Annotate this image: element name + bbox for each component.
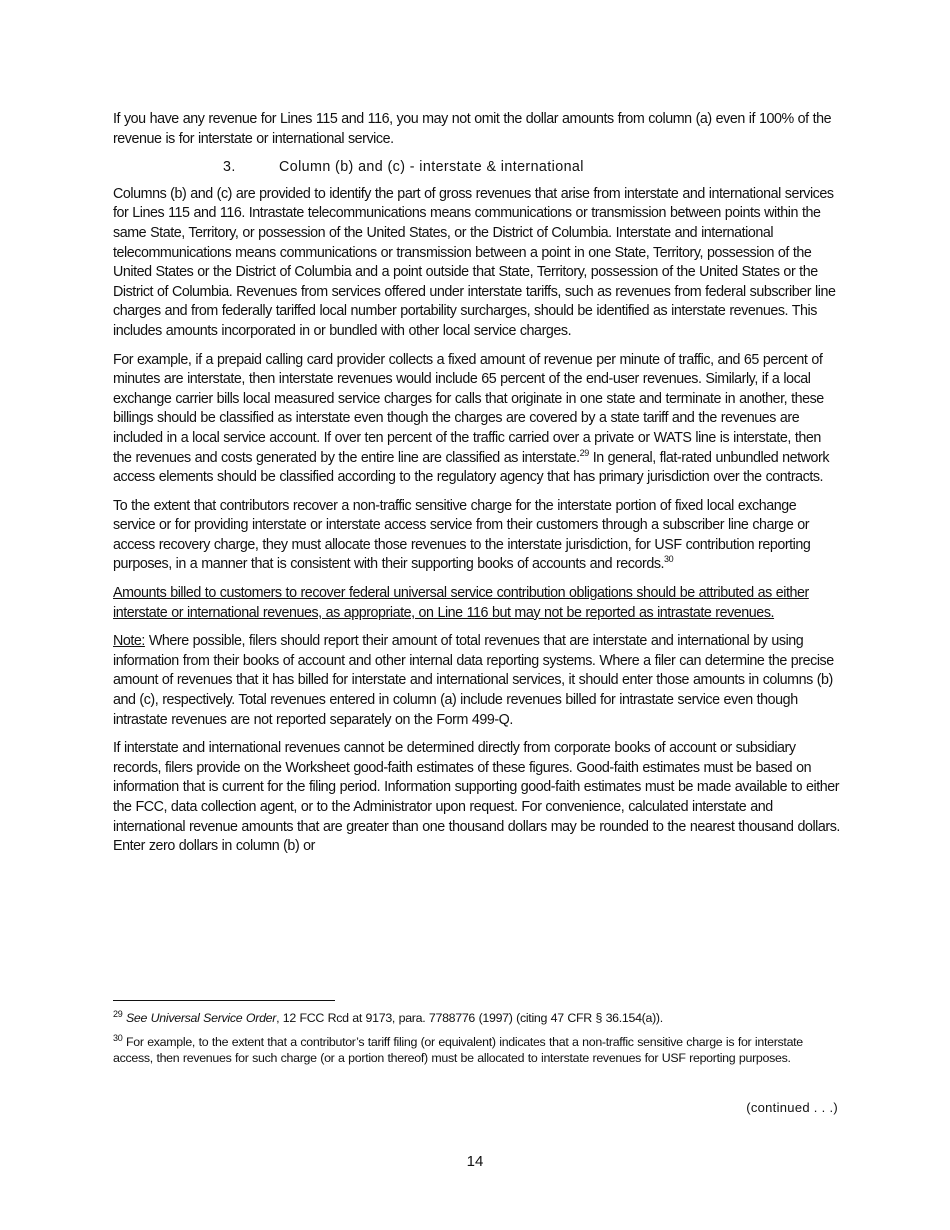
paragraph-good-faith: If interstate and international revenues cannot be determined directly from corporate books of account or subsidiary records, filers provide on the Worksheet good-faith estimates of these figures. Good-faith estimates must be based on information that is current for the filing period. Information supporting good-faith estimates must be made available to either the FCC, data collection agent, or to the Administrator upon request. For convenience, calculated interstate and international revenue amounts that are greater than one thousand dollars may be rounded to the nearest thousand dollars. Enter zero dollars in column (b) or: [113, 740, 840, 855]
paragraph-non-traffic-text: To the extent that contributors recover a non-traffic sensitive charge for the interstate portion of fixed local exchange service or for providing interstate or interstate access service from their customers through a subscriber line charge or access recovery charge, they must allocate those revenues to the interstate jurisdiction, for USF contribution reporting purposes, in a manner that is consistent with their supporting books of accounts and records.: [113, 497, 811, 573]
note-label: Note:: [113, 633, 145, 650]
paragraph-examples-text-b: In general, flat-rated unbundled network access elements should be classified according to the regulatory agency that has primary jurisdiction over the contracts.: [113, 449, 830, 486]
footnote-30-number: 30: [113, 1032, 123, 1043]
section-subheading: [113, 158, 840, 178]
paragraph-non-traffic: [113, 497, 840, 575]
note-text: Where possible, filers should report their amount of total revenues that are interstate and international by using information from their books of account and other internal data reporting systems. Where a filer can determine the precise amount of revenues that it has billed for interstate and international services, it should enter those amounts in columns (b) and (c), respectively. Total revenues entered in column (a) include revenues billed for intrastate service even though intrastate revenues are not reported separately on the Form 499-Q.: [113, 633, 834, 728]
continued-label: (continued . . .): [746, 1100, 838, 1115]
footnotes: [113, 1010, 840, 1074]
paragraph-columns-definition: Columns (b) and (c) are provided to identify the part of gross revenues that arise from interstate and international services for Lines 115 and 116. Intrastate telecommunications means communications or transmission between points within the same State, Territory, or possession of the United States, or the District of Columbia. Interstate and international telecommunications means communications or transmission between a point in one State, Territory, possession of the United States or the District of Columbia and a point outside that State, Territory, possession of the United States or the District of Columbia. Revenues from services offered under interstate tariffs, such as revenues from federal subscriber line charges and from federally tariffed local number portability surcharges, should be identified as interstate revenues. This includes amounts incorporated in or bundled with other local service charges.: [113, 185, 836, 339]
footnote-29-text: , 12 FCC Rcd at 9173, para. 7788776 (1997) (citing 47 CFR § 36.154(a)).: [276, 1011, 663, 1025]
footnote-29-number: 29: [113, 1008, 123, 1019]
footnote-ref-29: 29: [579, 447, 589, 458]
paragraph-note: [113, 632, 840, 730]
subheading-number: 3.: [223, 159, 236, 176]
footnote-30: [113, 1034, 840, 1066]
paragraph-examples-text-a: For example, if a prepaid calling card provider collects a fixed amount of revenue per minute of traffic, and 65 percent of minutes are interstate, then interstate revenues would include 65 percent of the end-user revenues. Similarly, if a local exchange carrier bills local measured service charges for calls that originate in one state and terminate in another, these billings should be classified as interstate even though the charges are covered by a state tariff and the revenues are included in a local service account. If over ten percent of the traffic carried over a private or WATS line is interstate, then the revenues and costs generated by the entire line are classified as interstate.: [113, 351, 824, 466]
subheading-title: Column (b) and (c) - interstate & international: [279, 159, 584, 176]
footnote-divider: [113, 1000, 335, 1001]
footnote-29: [113, 1010, 840, 1026]
footnote-30-text: For example, to the extent that a contributor’s tariff filing (or equivalent) indicates that a non-traffic sensitive charge is for interstate access, then revenues for such charge (or a portion thereof) must be allocated to interstate revenues for USF reporting purposes.: [113, 1035, 803, 1065]
footnote-29-citation: See Universal Service Order: [125, 1011, 277, 1025]
document-body: [113, 110, 840, 866]
paragraph-usf-underlined: Amounts billed to customers to recover federal universal service contribution obligations should be attributed as either interstate or international revenues, as appropriate, on Line 116 but may not be reported as intrastate revenues.: [113, 585, 809, 621]
intro-paragraph: If you have any revenue for Lines 115 and 116, you may not omit the dollar amounts from column (a) even if 100% of the revenue is for interstate or international service.: [113, 111, 832, 147]
page-number: 14: [466, 1153, 484, 1170]
paragraph-examples: [113, 351, 840, 488]
footnote-ref-30: 30: [664, 554, 674, 565]
